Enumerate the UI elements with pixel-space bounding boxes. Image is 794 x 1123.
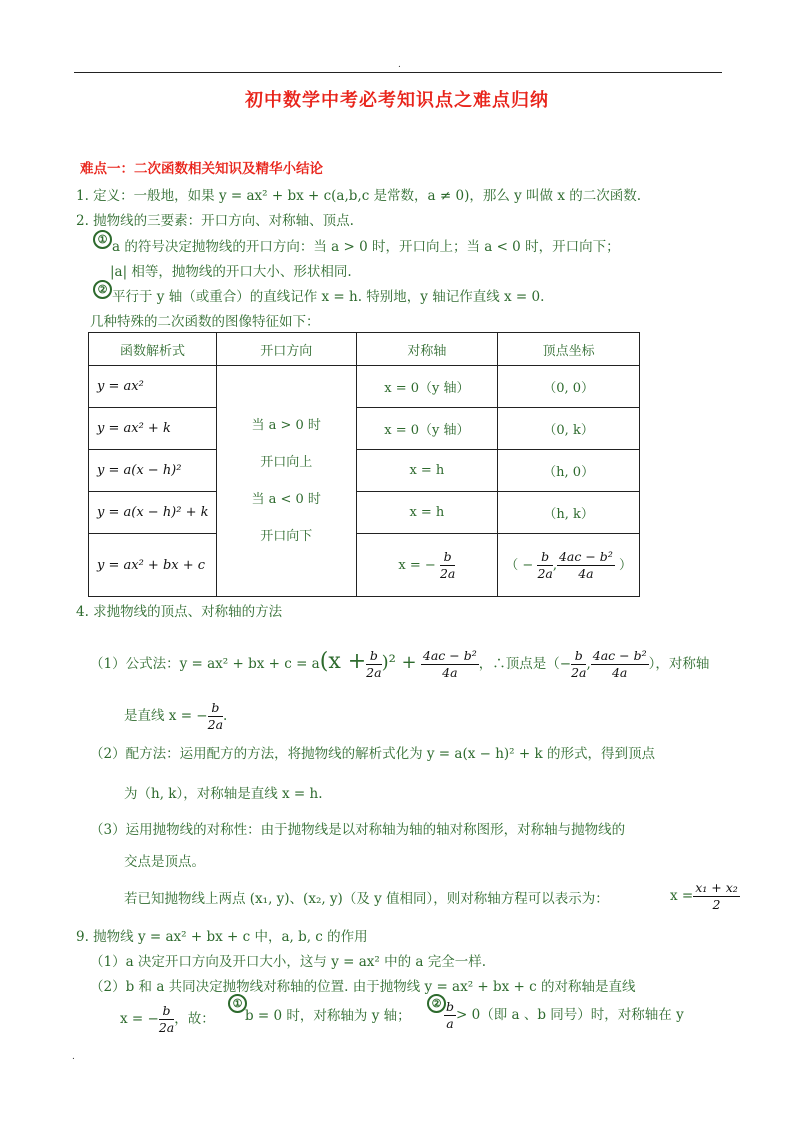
header-open: 开口方向 (216, 333, 356, 366)
table-row-axis: x = h (356, 492, 498, 534)
method-3-equation: x = $\frac{\text{x₁ + x₂}}{2}$ (670, 880, 738, 912)
circled-two-icon: ② (93, 280, 112, 299)
table-row-vertex (498, 534, 640, 597)
table-row-vertex: （0, k） (498, 408, 640, 450)
top-dot: . (398, 60, 401, 70)
circled-two-icon: ② (427, 994, 446, 1013)
table-row-func: y = a(x − h)² (89, 450, 217, 492)
open-text: 开口向上 (260, 455, 313, 470)
header-axis: 对称轴 (356, 333, 498, 366)
table-row-func: y = a(x − h)² + k (89, 492, 217, 534)
abc-role-line-2: （2）b 和 a 共同决定抛物线对称轴的位置. 由于抛物线 y = ax² + bx + c 的对称轴是直线 (90, 979, 636, 995)
feature-table (88, 332, 640, 597)
method-2-line-1: （2）配方法：运用配方的方法，将抛物线的解析式化为 y = a(x − h)² + k 的形式，得到顶点 (90, 746, 655, 762)
open-text: 当 a < 0 时 (251, 492, 321, 507)
sign-a-text: a 的符号决定抛物线的开口方向：当 a > 0 时，开口向上；当 a < 0 时，开口向下； (112, 239, 620, 255)
three-elements-text: 2. 抛物线的三要素：开口方向、对称轴、顶点. (76, 213, 354, 229)
table-row-axis: x = 0（y 轴） (356, 366, 498, 408)
axis-fraction: $\frac{b}{2a}$ (439, 548, 456, 581)
table-row-vertex: （0, 0） (498, 366, 640, 408)
table-row-vertex: （h, 0） (498, 450, 640, 492)
header-rule (74, 72, 722, 73)
vertex-suffix: ） (618, 557, 632, 573)
abc-role-line-1: （1）a 决定开口方向及开口大小，这与 y = ax² 中的 a 完全一样. (90, 954, 487, 970)
table-row-func: y = ax² (89, 366, 217, 408)
open-direction-cell (216, 366, 356, 597)
table-row-func: y = ax² + k (89, 408, 217, 450)
parallel-line-text: 平行于 y 轴（或重合）的直线记作 x = h. 特别地，y 轴记作直线 x = 0. (112, 289, 545, 305)
table-row-axis: x = 0（y 轴） (356, 408, 498, 450)
section-heading-1: 难点一：二次函数相关知识及精华小结论 (80, 161, 323, 177)
circled-one-icon: ① (93, 230, 112, 249)
table-row-vertex: （h, k） (498, 492, 640, 534)
page-title: 初中数学中考必考知识点之难点归纳 (245, 90, 549, 111)
table-row-axis: x = h (356, 450, 498, 492)
vertex-prefix: （ − (505, 557, 534, 573)
bottom-dot: . (72, 1052, 75, 1062)
open-text: 当 a > 0 时 (251, 418, 321, 433)
method-1-axis: 是直线 x = − $\frac{b}{2a}$ . (124, 700, 228, 732)
abs-a-text: |a| 相等，抛物线的开口大小、形状相同. (110, 264, 352, 280)
header-vertex: 顶点坐标 (498, 333, 640, 366)
open-text: 开口向下 (260, 529, 313, 544)
circled-one-icon: ① (228, 994, 247, 1013)
table-intro-text: 几种特殊的二次函数的图像特征如下： (90, 314, 320, 330)
definition-text: 1. 定义：一般地，如果 y = ax² + bx + c(a,b,c 是常数，a ≠ 0)，那么 y 叫做 x 的二次函数. (76, 188, 642, 204)
vertex-fraction-2: $\frac{\text{4ac − b²}}{4a}$ (558, 548, 613, 581)
section-heading-9: 9. 抛物线 y = ax² + bx + c 中，a, b, c 的作用 (76, 929, 368, 945)
header-func: 函数解析式 (89, 333, 217, 366)
method-3-line-2: 交点是顶点。 (124, 854, 205, 870)
abc-role-line-3: x = − $\frac{b}{2a}$ ，故： (120, 1003, 215, 1035)
method-2-line-2: 为（h, k），对称轴是直线 x = h. (124, 786, 323, 802)
method-3-line-1: （3）运用抛物线的对称性：由于抛物线是以对称轴为轴的轴对称图形，对称轴与抛物线的 (90, 822, 626, 838)
method-3-line-3: 若已知抛物线上两点 (x₁, y)、(x₂, y)（及 y 值相同），则对称轴方程可以表示为： (124, 891, 609, 907)
vertex-fraction-1: $\frac{b}{2a}$ (537, 548, 553, 581)
table-row-func: y = ax² + bx + c (89, 534, 217, 597)
vertex-sep: , (552, 557, 557, 573)
method-1-line: （1）公式法：y = ax² + bx + c = a(x + $\frac{b}{2a}$ )² + $\frac{\text{4ac − b²}}{4a}$ ，∴顶点是（− $\frac{b}{2a}$ , $\frac{\text{4ac − b²}}{4a}$ ），对称轴 (90, 648, 710, 680)
section-heading-4: 4. 求抛物线的顶点、对称轴的方法 (76, 604, 283, 620)
abc-case-1: b = 0 时，对称轴为 y 轴； (245, 1008, 411, 1024)
axis-prefix: x = − (398, 557, 436, 573)
table-row-axis (356, 534, 498, 597)
abc-case-2: $\frac{b}{a}$ > 0（即 a 、b 同号）时，对称轴在 y (446, 999, 684, 1031)
